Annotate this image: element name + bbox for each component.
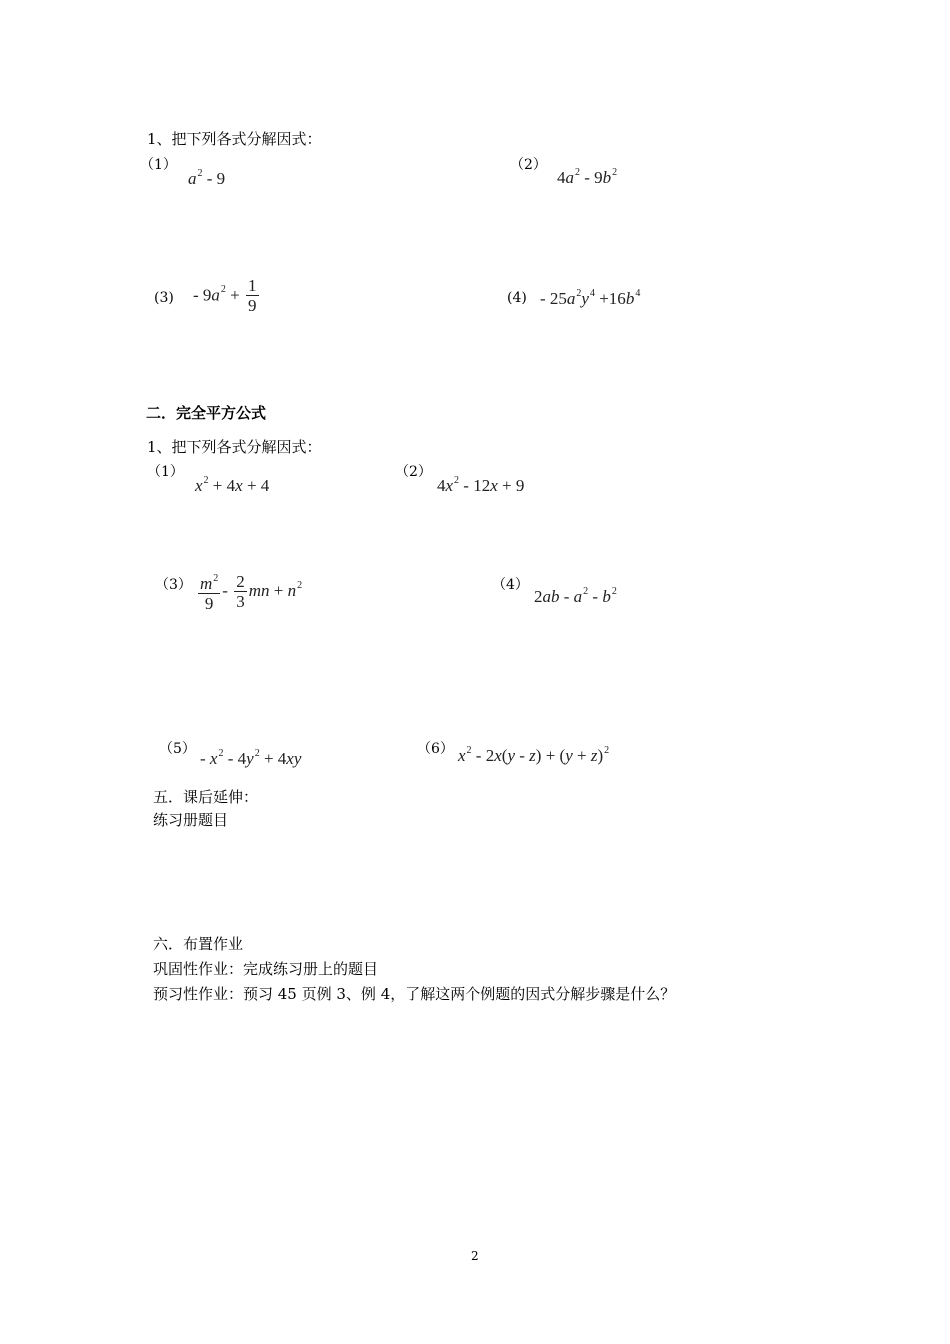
ps-label-4: （4） bbox=[492, 577, 529, 593]
ps-label-2: （2） bbox=[395, 464, 432, 480]
label-3: (3) bbox=[154, 290, 174, 306]
expr-neg-x2-minus-4y2-plus-4xy: - $x^2 - 4y^2 + 4xy$ bbox=[200, 748, 302, 768]
expr-x2-plus-4x-plus-4: $x^2 + 4x + 4$ bbox=[195, 475, 270, 495]
instruction-2: 1、把下列各式分解因式： bbox=[147, 438, 322, 456]
expr-a2-minus-9: $a^2 - 9$ bbox=[188, 168, 226, 188]
page-number: 2 bbox=[471, 1249, 479, 1263]
expr-neg9a2-plus-1-9: - $9a^2$ + $\frac{1}{9}$ bbox=[193, 276, 257, 315]
homework-consolidation: 巩固性作业：完成练习册上的题目 bbox=[153, 960, 379, 978]
ps-label-6: （6） bbox=[417, 741, 454, 757]
expr-4a2-minus-9b2: $4a^2 - 9b^2$ bbox=[557, 167, 618, 187]
label-1: （1） bbox=[140, 157, 177, 173]
label-4: (4) bbox=[507, 290, 527, 306]
heading-homework: 六．布置作业 bbox=[153, 935, 244, 953]
label-2: （2） bbox=[510, 157, 547, 173]
instruction-1: 1、把下列各式分解因式： bbox=[147, 130, 322, 148]
heading-extension: 五．课后延伸： bbox=[153, 788, 259, 806]
expr-x2-minus-2x-y-z-plus-y-z-sq: $x^2 - 2x(y - z) + (y + z)^2$ bbox=[458, 745, 610, 765]
expr-4x2-minus-12x-plus-9: $4x^2 - 12x + 9$ bbox=[437, 475, 525, 495]
ps-label-5: （5） bbox=[159, 741, 196, 757]
homework-preview: 预习性作业：预习 45 页例 3、例 4，了解这两个例题的因式分解步骤是什么？ bbox=[153, 985, 676, 1003]
heading-perfect-square: 二．完全平方公式 bbox=[146, 404, 267, 422]
ps-label-1: （1） bbox=[147, 464, 184, 480]
expr-2ab-minus-a2-minus-b2: $2ab - a^2 - b^2$ bbox=[534, 586, 617, 606]
expr-m2-9-minus-2-3mn-plus-n2: $\frac{m^2}{9}$ - $\frac{2}{3}$ mn + $n^2$ bbox=[200, 571, 303, 613]
ps-label-3: （3） bbox=[155, 577, 192, 593]
expr-neg25a2y4-plus-16b4: - $25a^2y^4 +16b^4$ bbox=[540, 288, 641, 308]
extension-line: 练习册题目 bbox=[153, 811, 229, 829]
